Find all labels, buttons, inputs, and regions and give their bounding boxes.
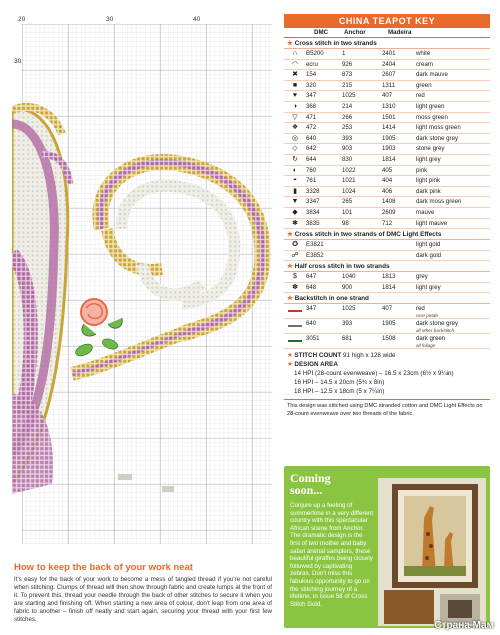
- backstitch-rows: [284, 304, 490, 349]
- stitch-symbol: ✖: [292, 71, 298, 79]
- section-backstitch: ★ Backstitch in one strand: [284, 293, 490, 304]
- dmc-code: 471: [306, 113, 317, 121]
- colour-name: light moss green: [416, 124, 461, 132]
- stitch-symbol: ▽: [292, 113, 298, 121]
- anchor-code: 215: [342, 81, 353, 89]
- column-anchor: Anchor: [344, 29, 366, 36]
- key-row: [284, 123, 490, 134]
- half-cross-rows: [284, 272, 490, 293]
- colour-name: light mauve: [416, 219, 448, 227]
- key-row: [284, 197, 490, 208]
- key-row: [284, 176, 490, 187]
- madeira-code: 1408: [382, 198, 396, 206]
- colour-name: light green: [416, 102, 445, 110]
- design-note: This design was stitched using DMC stranded cotton and DMC Light Effects on 28-count evenweave over two threads of the fabric.: [284, 399, 490, 417]
- anchor-code: 1025: [342, 305, 356, 313]
- stitch-symbol: ✱: [292, 219, 298, 227]
- madeira-code: 1311: [382, 81, 396, 89]
- colour-name: green: [416, 81, 432, 89]
- section-half-cross: ★ Half cross stitch in two strands: [284, 261, 490, 272]
- colour-name: dark green all foliage: [416, 335, 446, 349]
- section-cross-stitch: ★ Cross stitch in two strands: [284, 38, 490, 49]
- colour-name: dark moss green: [416, 198, 462, 206]
- madeira-code: 1813: [382, 273, 396, 281]
- key-row: [284, 49, 490, 60]
- colour-name: light pink: [416, 177, 441, 185]
- dmc-code: ecru: [306, 60, 318, 68]
- stitch-symbol: ◑: [292, 102, 298, 110]
- colour-name: dark gold: [416, 251, 442, 259]
- key-row: [284, 251, 490, 262]
- dmc-code: 472: [306, 124, 317, 132]
- empty-cell: [336, 251, 382, 261]
- chart-top-number: 40: [193, 16, 201, 23]
- column-madeira: Madeira: [388, 29, 412, 36]
- madeira-code: 2404: [382, 60, 396, 68]
- key-row: [284, 219, 490, 230]
- colour-name: dark stone grey: [416, 134, 459, 142]
- watermark-text: Страна Мам: [434, 620, 494, 631]
- anchor-code: 98: [342, 219, 349, 227]
- empty-cell: [382, 240, 412, 250]
- anchor-code: 101: [342, 208, 353, 216]
- design-area-label: ★ DESIGN AREA: [287, 361, 338, 369]
- cross-stitch-chart: [12, 14, 274, 546]
- article-title: How to keep the back of your work neat: [14, 562, 193, 573]
- anchor-code: 266: [342, 113, 353, 121]
- stitch-symbol: ☍: [291, 251, 299, 259]
- dmc-code: B5200: [306, 50, 324, 57]
- backstitch-line: [284, 334, 306, 348]
- stitch-symbol: ✽: [292, 283, 298, 291]
- colour-name: dark pink: [416, 187, 441, 195]
- stitch-symbol: ♥: [292, 92, 298, 100]
- dmc-code: 640: [306, 320, 317, 328]
- madeira-code: 404: [382, 177, 393, 185]
- key-row: [284, 144, 490, 155]
- colour-name: pink: [416, 166, 428, 174]
- anchor-code: 393: [342, 320, 353, 328]
- madeira-code: 712: [382, 219, 393, 227]
- madeira-code: 1414: [382, 124, 396, 132]
- colour-name: light gold: [416, 241, 441, 249]
- madeira-code: 1905: [382, 134, 396, 142]
- anchor-code: 873: [342, 71, 353, 79]
- dmc-code: 3834: [306, 208, 320, 216]
- design-area-14: 14 HPI (28-count evenweave) – 16.5 x 23cm (6½ x 9¼in): [294, 370, 454, 378]
- backstitch-line: [284, 319, 306, 333]
- colour-name: mauve: [416, 208, 435, 216]
- anchor-code: 903: [342, 145, 353, 153]
- dmc-code: E3821: [306, 241, 324, 249]
- dmc-code: 154: [306, 71, 317, 79]
- madeira-code: 2609: [382, 208, 396, 216]
- chart-side-number: 30: [14, 58, 22, 65]
- key-row: [284, 70, 490, 81]
- key-column-headers: [284, 28, 490, 38]
- stitch-symbol: $: [293, 273, 297, 281]
- anchor-code: 1: [342, 50, 346, 57]
- empty-cell: [336, 240, 382, 250]
- anchor-code: 1024: [342, 187, 356, 195]
- madeira-code: 2607: [382, 71, 396, 79]
- teapot-key: [284, 14, 490, 418]
- chart-top-number: 20: [18, 16, 26, 23]
- stitch-count: ★ STITCH COUNT 91 high x 128 wide: [287, 352, 396, 360]
- key-title: CHINA TEAPOT KEY: [284, 14, 490, 28]
- anchor-code: 265: [342, 198, 353, 206]
- madeira-code: 1905: [382, 320, 396, 328]
- key-row: [284, 240, 490, 251]
- colour-name: stone grey: [416, 145, 445, 153]
- colour-name: dark stone grey all other backstitch: [416, 320, 459, 334]
- key-row: [284, 102, 490, 113]
- dmc-code: 647: [306, 273, 317, 281]
- anchor-code: 681: [342, 335, 353, 343]
- anchor-code: 253: [342, 124, 353, 132]
- madeira-code: 1310: [382, 102, 396, 110]
- anchor-code: 1025: [342, 92, 356, 100]
- coming-soon-text: Conjure up a feeling of summertime in a very different country with this spectacular African scene from Anchor. The dramatic design is the first of two mother and baby safari animal samplers, these beautiful giraffes being closely followed by captivating zebras. Don't miss this fabulous opportunity to go on the stitching journey of a lifetime, in issue 58 of Cross Stitch Gold.: [290, 502, 374, 608]
- article-body: It's easy for the back of your work to become a mess of tangled thread if you're not careful when stitching. Clumps of thread will then show through fabric and create lumps at the front of it. To prevent this, thread your needle through the back of other stitches to secure it when you are starting and finishing off. When starting a new area of colour, don't leap from one area of fabric to another – finish off neatly and start again, securing your thread with your first few stitches.: [14, 576, 272, 623]
- colour-name: grey: [416, 273, 428, 281]
- colour-name: white: [416, 50, 431, 57]
- coming-soon-panel: [284, 466, 490, 628]
- madeira-code: 1814: [382, 283, 396, 291]
- article-neat-back: [14, 562, 272, 624]
- key-row: [284, 208, 490, 219]
- stitch-symbol: ▮: [293, 187, 297, 195]
- backstitch-line: [284, 304, 306, 318]
- dmc-code: 3835: [306, 219, 320, 227]
- section-light-effects: ★ Cross stitch in two strands of DMC Light Effects: [284, 229, 490, 240]
- anchor-code: 1021: [342, 177, 356, 185]
- stitch-symbol: ▼: [291, 198, 299, 206]
- key-row: [284, 113, 490, 124]
- dmc-code: 761: [306, 177, 317, 185]
- key-row: [284, 166, 490, 177]
- key-row: [284, 60, 490, 71]
- colour-name: light grey: [416, 283, 441, 291]
- stitch-symbol: ↻: [292, 155, 298, 163]
- anchor-code: 830: [342, 155, 353, 163]
- dmc-code: 368: [306, 102, 317, 110]
- dmc-code: 347: [306, 305, 317, 313]
- column-dmc: DMC: [314, 29, 329, 36]
- colour-name: cream: [416, 60, 433, 68]
- dmc-code: 320: [306, 81, 317, 89]
- dmc-code: 640: [306, 134, 317, 142]
- madeira-code: 2401: [382, 50, 396, 57]
- design-area-16: 16 HPI – 14.5 x 20cm (5¾ x 8in): [294, 379, 385, 387]
- madeira-code: 405: [382, 166, 393, 174]
- coming-soon-title: Coming soon...: [290, 471, 331, 497]
- key-row: [284, 319, 490, 334]
- anchor-code: 393: [342, 134, 353, 142]
- dmc-code: 642: [306, 145, 317, 153]
- key-row: [284, 334, 490, 349]
- stitch-symbol: ◎: [291, 134, 299, 142]
- dmc-code: E3852: [306, 251, 324, 259]
- key-row: [284, 81, 490, 92]
- dmc-code: 347: [306, 92, 317, 100]
- stitch-symbol: ◠: [291, 60, 299, 68]
- chart-top-number: 30: [106, 16, 114, 23]
- design-area-18: 18 HPI – 12.5 x 18cm (5 x 7¼in): [294, 388, 385, 396]
- stitch-symbol: ❖: [291, 124, 299, 132]
- madeira-code: 1501: [382, 113, 396, 121]
- stitch-symbol: ∩: [292, 50, 298, 57]
- empty-cell: [382, 251, 412, 261]
- key-row: [284, 187, 490, 198]
- dmc-code: 760: [306, 166, 317, 174]
- dmc-code: 3347: [306, 198, 320, 206]
- anchor-code: 926: [342, 60, 353, 68]
- stitch-symbol: ◐: [292, 166, 298, 174]
- cross-stitch-rows: [284, 49, 490, 229]
- colour-name: red: [416, 92, 425, 100]
- stitch-symbol: ◓: [292, 177, 298, 185]
- chart-grid-svg: [12, 14, 274, 546]
- stitch-symbol: ✪: [292, 241, 298, 249]
- anchor-code: 900: [342, 283, 353, 291]
- madeira-code: 406: [382, 187, 393, 195]
- framed-giraffe-photo: [378, 478, 486, 626]
- light-effects-rows: [284, 240, 490, 261]
- key-row: [284, 155, 490, 166]
- madeira-code: 1508: [382, 335, 396, 343]
- key-row: [284, 304, 490, 319]
- dmc-code: 648: [306, 283, 317, 291]
- stitch-symbol: ◇: [292, 145, 298, 153]
- key-row: [284, 91, 490, 102]
- anchor-code: 214: [342, 102, 353, 110]
- anchor-code: 1040: [342, 273, 356, 281]
- colour-name: red rose petals: [416, 305, 439, 319]
- madeira-code: 1814: [382, 155, 396, 163]
- madeira-code: 407: [382, 305, 393, 313]
- key-row: [284, 272, 490, 283]
- madeira-code: 407: [382, 92, 393, 100]
- dmc-code: 3051: [306, 335, 320, 343]
- stitch-symbol: ■: [292, 81, 298, 89]
- stitch-symbol: ◆: [292, 208, 298, 216]
- madeira-code: 1903: [382, 145, 396, 153]
- colour-name: light grey: [416, 155, 441, 163]
- key-row: [284, 283, 490, 294]
- anchor-code: 1022: [342, 166, 356, 174]
- colour-name: dark mauve: [416, 71, 448, 79]
- colour-name: moss green: [416, 113, 448, 121]
- key-row: [284, 134, 490, 145]
- dmc-code: 644: [306, 155, 317, 163]
- dmc-code: 3328: [306, 187, 320, 195]
